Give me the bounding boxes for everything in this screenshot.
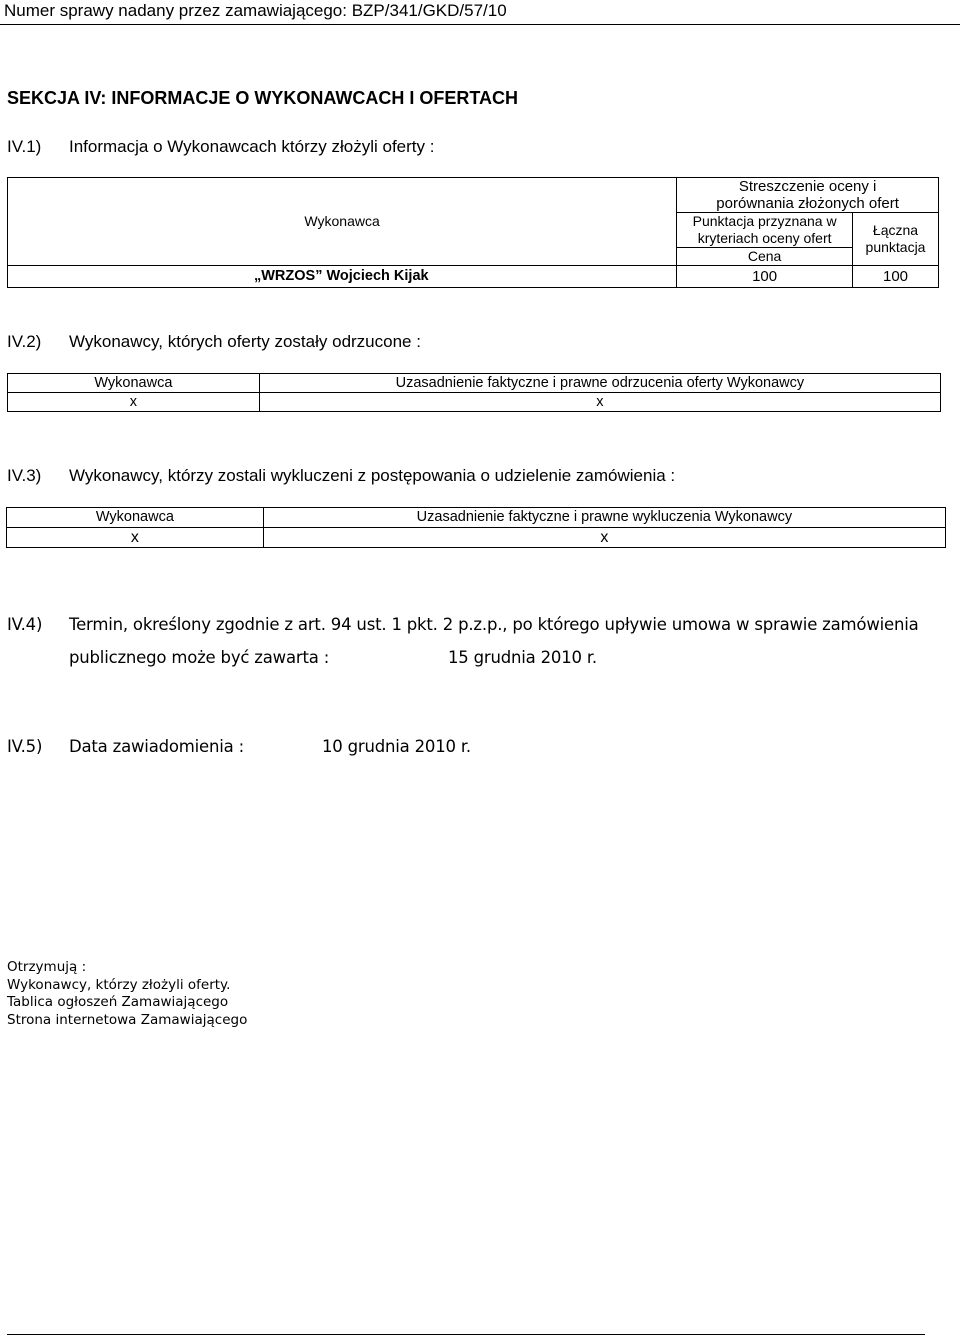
col-price-header: Cena [677, 248, 853, 266]
iv2-number: IV.2) [7, 332, 42, 351]
col-reason-header: Uzasadnienie faktyczne i prawne odrzucenia oferty Wykonawcy [259, 374, 940, 393]
col-contractor-header: Wykonawca [8, 374, 260, 393]
recipients-heading: Otrzymują : [7, 959, 87, 975]
case-number: Numer sprawy nadany przez zamawiającego: BZP/341/GKD/57/10 [4, 1, 507, 20]
reason-cell: x [259, 393, 940, 412]
iv1-number: IV.1) [7, 137, 42, 156]
recipient-item: Strona internetowa Zamawiającego [7, 1012, 248, 1028]
recipient-item: Tablica ogłoszeń Zamawiającego [7, 994, 229, 1010]
total-points-cell: 100 [853, 266, 939, 288]
offers-table [7, 177, 939, 288]
contractor-cell: x [7, 528, 264, 548]
price-points-cell: 100 [677, 266, 853, 288]
col-summary-header: Streszczenie oceny i porównania złożonych ofert [677, 178, 939, 213]
iv1-title: Informacja o Wykonawcach którzy złożyli oferty : [69, 137, 435, 156]
iv5-date: 10 grudnia 2010 r. [322, 737, 471, 756]
iv4-line2: publicznego może być zawarta : [69, 648, 330, 667]
contractor-cell: „WRZOS” Wojciech Kijak [8, 266, 677, 288]
reason-cell: x [263, 528, 945, 548]
contractor-cell: x [8, 393, 260, 412]
footer-divider [7, 1334, 925, 1335]
iv4-line1: Termin, określony zgodnie z art. 94 ust. 1 pkt. 2 p.z.p., po którego upływie umowa w sprawie zamówienia [69, 615, 919, 634]
table-row [8, 266, 939, 288]
col-points-header: Punktacja przyznana w kryteriach oceny ofert [677, 213, 853, 248]
iv4-date: 15 grudnia 2010 r. [448, 648, 597, 667]
iv2-title: Wykonawcy, których oferty zostały odrzucone : [69, 332, 421, 351]
section-title: SEKCJA IV: INFORMACJE O WYKONAWCACH I OFERTACH [7, 88, 519, 108]
recipient-item: Wykonawcy, którzy złożyli oferty. [7, 977, 231, 993]
col-total-header: Łączna punktacja [853, 213, 939, 266]
iv5-number: IV.5) [7, 737, 43, 756]
iv3-title: Wykonawcy, którzy zostali wykluczeni z postępowania o udzielenie zamówienia : [69, 466, 676, 485]
table-row [8, 393, 941, 412]
col-contractor-header: Wykonawca [8, 178, 677, 266]
iv4-number: IV.4) [7, 615, 43, 634]
col-reason-header: Uzasadnienie faktyczne i prawne wykluczenia Wykonawcy [263, 508, 945, 528]
col-contractor-header: Wykonawca [7, 508, 264, 528]
rejected-offers-table [7, 373, 941, 412]
excluded-contractors-table [6, 507, 946, 548]
iv5-label: Data zawiadomienia : [69, 737, 244, 756]
iv3-number: IV.3) [7, 466, 42, 485]
table-row [7, 528, 946, 548]
